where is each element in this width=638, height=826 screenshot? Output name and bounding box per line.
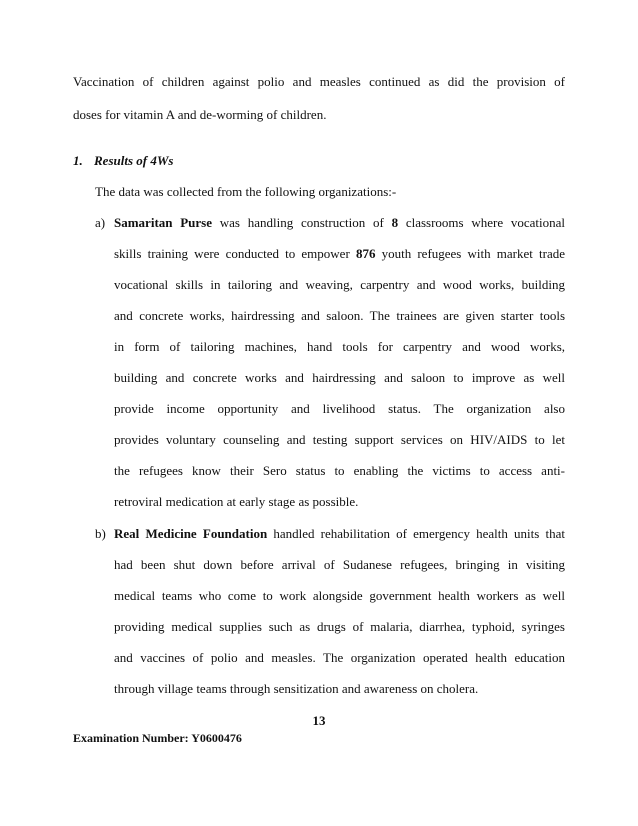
classroom-count: 8 <box>391 215 399 230</box>
item-b-text: handled rehabilitation of emergency health units that <box>267 526 565 541</box>
item-a-text: skills training were conducted to empower <box>114 246 356 261</box>
item-a-line-10: retroviral medication at early stage as possible. <box>114 494 359 509</box>
item-b-line-4: providing medical supplies such as drugs of malaria, diarrhea, typhoid, syringes <box>114 619 565 634</box>
item-a-line-5: in form of tailoring machines, hand tools for carpentry and wood works, <box>114 339 565 354</box>
item-a-line-3: vocational skills in tailoring and weaving, carpentry and wood works, building <box>114 277 565 292</box>
item-a-text: was handling construction of <box>212 215 392 230</box>
section-title: Results of 4Ws <box>94 153 174 168</box>
list-marker-a: a) <box>95 215 106 230</box>
section-heading <box>73 154 173 167</box>
section-number: 1. <box>73 153 83 168</box>
page-number: 13 <box>312 713 326 728</box>
youth-count: 876 <box>355 246 376 261</box>
item-b-line-5: and vaccines of polio and measles. The organization operated health education <box>114 650 565 665</box>
intro-line-2: doses for vitamin A and de-worming of children. <box>73 107 327 122</box>
org-name-real-medicine-foundation: Real Medicine Foundation <box>114 526 268 541</box>
item-a-text: classrooms where vocational <box>398 215 565 230</box>
item-b-line-3: medical teams who come to work alongside government health workers as well <box>114 588 565 603</box>
item-a-line-4: and concrete works, hairdressing and saloon. The trainees are given starter tools <box>114 308 565 323</box>
item-b-line-6: through village teams through sensitization and awareness on cholera. <box>114 681 479 696</box>
item-a-line-2 <box>114 247 565 260</box>
org-name-samaritan-purse: Samaritan Purse <box>114 215 213 230</box>
list-marker-b: b) <box>95 526 106 541</box>
item-a-line-1 <box>114 216 565 229</box>
item-a-line-8: provides voluntary counseling and testing support services on HIV/AIDS to let <box>114 432 565 447</box>
item-a-line-7: provide income opportunity and livelihood status. The organization also <box>114 401 565 416</box>
item-a-text: youth refugees with market trade <box>375 246 565 261</box>
item-b-line-2: had been shut down before arrival of Sudanese refugees, bringing in visiting <box>114 557 565 572</box>
item-b-line-1 <box>114 527 565 540</box>
item-a-line-9: the refugees know their Sero status to enabling the victims to access anti- <box>114 463 565 478</box>
item-a-line-6: building and concrete works and hairdressing and saloon to improve as well <box>114 370 565 385</box>
examination-number: Examination Number: Y0600476 <box>73 731 242 745</box>
section-lead: The data was collected from the following organizations:- <box>95 184 397 199</box>
intro-line-1: Vaccination of children against polio and measles continued as did the provision of <box>73 74 565 89</box>
